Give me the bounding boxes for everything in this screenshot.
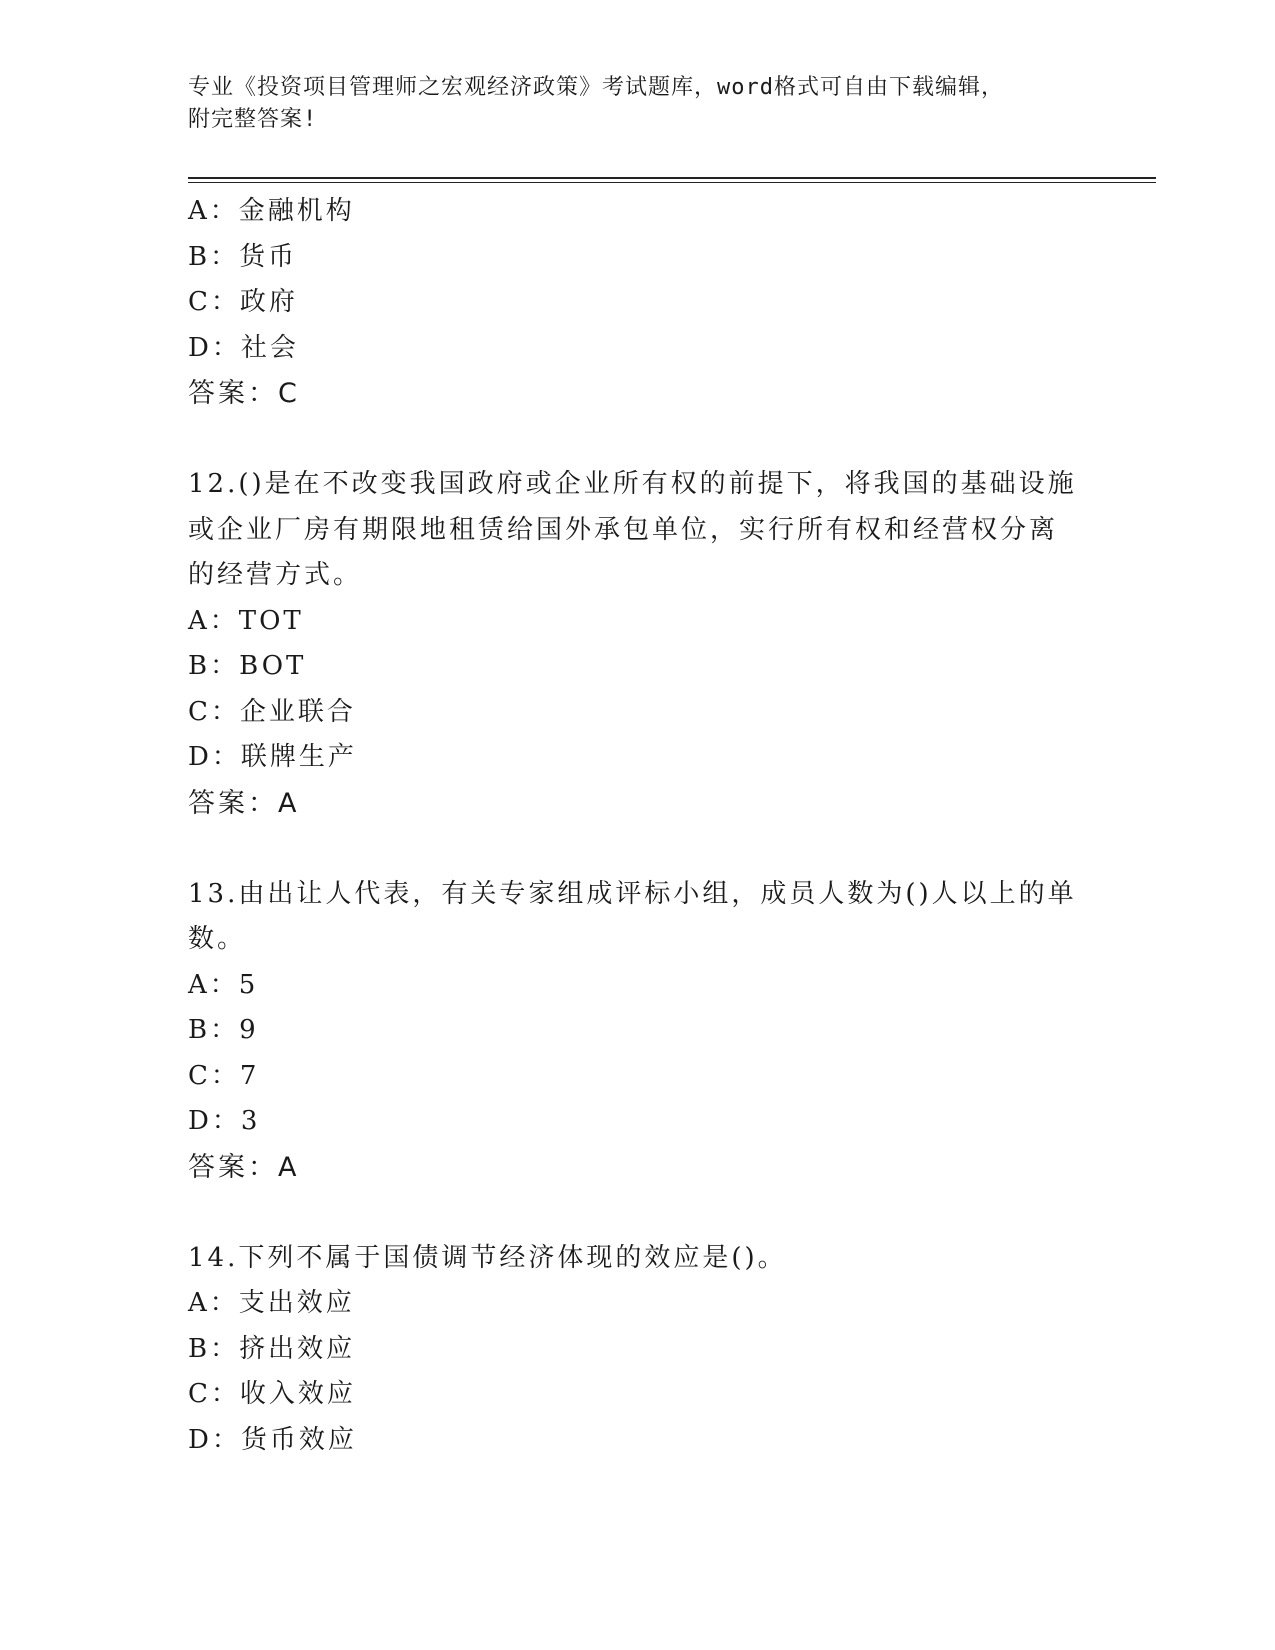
question-text-line: 数。: [188, 924, 247, 954]
page-header: [188, 72, 1068, 136]
answer-line: 答案：C: [188, 378, 300, 409]
header-rule-thin: [188, 182, 1156, 183]
option-c: C：7: [188, 1060, 260, 1091]
option-a: A：5: [188, 969, 259, 1000]
question-14: [188, 1236, 1088, 1464]
question-text-line: 或企业厂房有期限地租赁给国外承包单位，实行所有权和经营权分离: [188, 514, 1059, 545]
header-line-1: 专业《投资项目管理师之宏观经济政策》考试题库，word格式可自由下载编辑，: [188, 75, 1004, 100]
spacer: [188, 1190, 1088, 1236]
option-d: D：联牌生产: [188, 742, 357, 772]
option-a: A：TOT: [188, 605, 304, 636]
question-text-line: 的经营方式。: [188, 560, 363, 590]
answer-line: 答案：A: [188, 1151, 300, 1183]
option-a: A：支出效应: [188, 1288, 355, 1318]
header-line-2: 附完整答案!: [188, 107, 318, 132]
option-d: D：社会: [188, 332, 299, 363]
spacer: [188, 417, 1088, 463]
option-d: D：货币效应: [188, 1424, 357, 1455]
option-c: C：政府: [188, 287, 298, 317]
spacer: [188, 826, 1088, 872]
option-c: C：企业联合: [188, 696, 356, 727]
answer-line: 答案：A: [188, 787, 300, 819]
question-13: [188, 872, 1088, 1191]
option-b: B：BOT: [188, 651, 307, 681]
option-d: D：3: [188, 1106, 261, 1136]
option-b: B：货币: [188, 241, 298, 272]
option-b: B：9: [188, 1015, 259, 1045]
question-12: [188, 462, 1088, 826]
option-c: C：收入效应: [188, 1379, 356, 1409]
question-text-line: 13.由出让人代表，有关专家组成评标小组，成员人数为()人以上的单: [188, 878, 1077, 909]
question-content: [188, 189, 1088, 1463]
question-text-line: 12.()是在不改变我国政府或企业所有权的前提下，将我国的基础设施: [188, 469, 1077, 499]
option-a: A：金融机构: [188, 196, 355, 226]
option-b: B：挤出效应: [188, 1333, 356, 1364]
question-11: [188, 189, 1088, 417]
header-rule-thick: [188, 177, 1156, 179]
question-text-line: 14.下列不属于国债调节经济体现的效应是()。: [188, 1242, 787, 1273]
